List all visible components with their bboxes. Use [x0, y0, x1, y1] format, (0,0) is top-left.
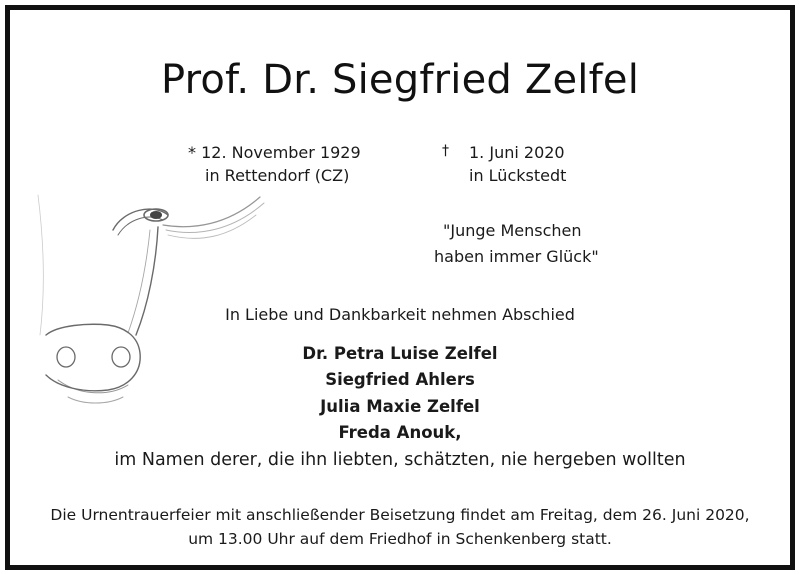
deceased-name: Prof. Dr. Siegfried Zelfel [160, 57, 640, 103]
death-date: 1. Juni 2020 [469, 143, 565, 162]
farewell-text: In Liebe und Dankbarkeit nehmen Abschied [225, 305, 575, 324]
ceremony-line-2: um 13.00 Uhr auf dem Friedhof in Schenkenberg statt. [188, 530, 612, 548]
on-behalf-text: im Namen derer, die ihn liebten, schätzten, nie hergeben wollten [114, 450, 686, 470]
birth-place: in Rettendorf (CZ) [205, 166, 350, 185]
mourner-name: Dr. Petra Luise Zelfel [302, 344, 498, 363]
death-cross-icon: † [442, 143, 449, 159]
quote-line-2: haben immer Glück" [434, 247, 599, 266]
mourner-name: Freda Anouk, [338, 423, 462, 442]
death-place: in Lückstedt [469, 166, 567, 185]
mourner-name: Siegfried Ahlers [325, 370, 475, 389]
ceremony-line-1: Die Urnentrauerfeier mit anschließender Beisetzung findet am Freitag, dem 26. Juni 2020, [50, 506, 750, 524]
mourner-name: Julia Maxie Zelfel [320, 397, 480, 416]
quote-line-1: "Junge Menschen [443, 221, 582, 240]
birth-date: * 12. November 1929 [188, 143, 361, 162]
